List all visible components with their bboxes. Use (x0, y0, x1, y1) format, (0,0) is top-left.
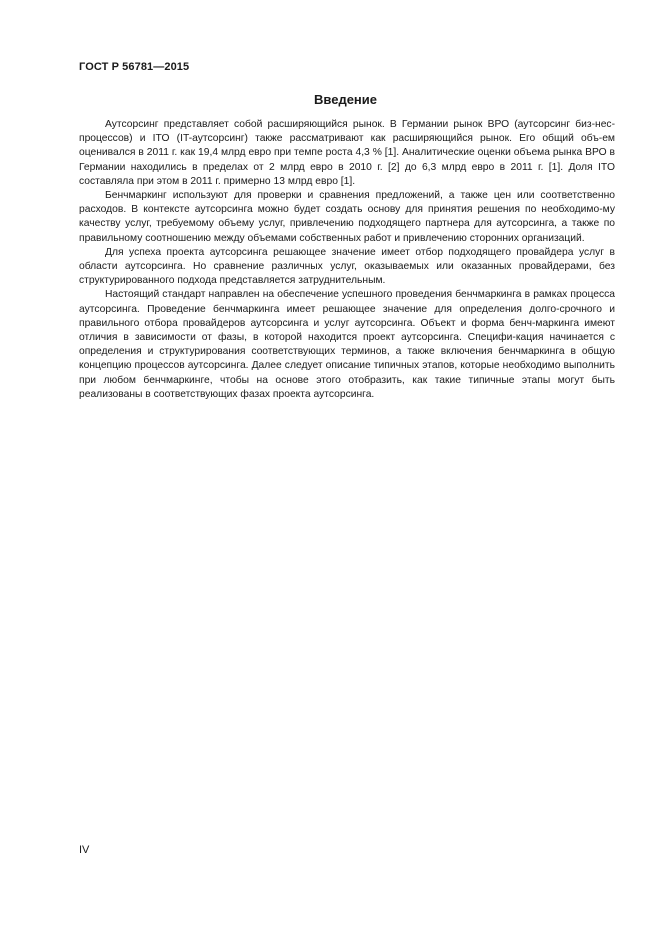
introduction-body (79, 118, 615, 402)
page-number: IV (79, 844, 90, 856)
paragraph-benchmarking: Бенчмаркинг используют для проверки и сравнения предложений, а также цен или соответственно расходов. В контексте аутсорсинга можно будет создать основу для принятия решения по необходимо-му качеству услуг, требуемому объему услуг, привлечению подходящего партнера для аутсорсинга, а также по правильному соотношению между объемами собственных работ и привлечению сторонних организаций. (79, 190, 615, 244)
paragraph-standard-purpose: Настоящий стандарт направлен на обеспечение успешного проведения бенчмаркинга в рамках процесса аутсорсинга. Проведение бенчмаркинга имеет решающее значение для определения долго-срочного и правильного отбора провайдеров аутсорсинга и услуг аутсорсинга. Объект и форма бенч-маркинга имеют отличия в зависимости от фазы, в которой находится проект аутсорсинга. Специфи-кация начинается с определения и структурирования соответствующих терминов, а также включения бенчмаркинга в общую концепцию процессов аутсорсинга. Далее следует описание типичных этапов, которые необходимо выполнить при любом бенчмаркинге, чтобы на основе этого отобразить, как такие типичные этапы могут быть реализованы в соответствующих фазах проекта аутсорсинга. (79, 289, 615, 400)
paragraph-market: Аутсорсинг представляет собой расширяющийся рынок. В Германии рынок ВРО (аутсорсинг биз-нес-процессов) и ITO (IT-аутсорсинг) также рассматривают как расширяющийся рынок. Его общий объ-ем оценивался в 2011 г. как 19,4 млрд евро при темпе роста 4,3 % [1]. Аналитические оценки объема рынка ВРО в Германии находились в пределах от 2 млрд евро в 2010 г. [2] до 6,3 млрд евро в 2011 г. [1]. Доля ITO составляла при этом в 2011 г. примерно 13 млрд евро [1]. (79, 119, 615, 187)
document-code: ГОСТ Р 56781—2015 (79, 61, 190, 73)
section-title: Введение (314, 92, 377, 107)
paragraph-provider-selection: Для успеха проекта аутсорсинга решающее значение имеет отбор подходящего провайдера услуг в области аутсорсинга. Но сравнение различных услуг, оказываемых или оказанных провайдерами, без структурированного подхода представляется затруднительным. (79, 246, 615, 287)
